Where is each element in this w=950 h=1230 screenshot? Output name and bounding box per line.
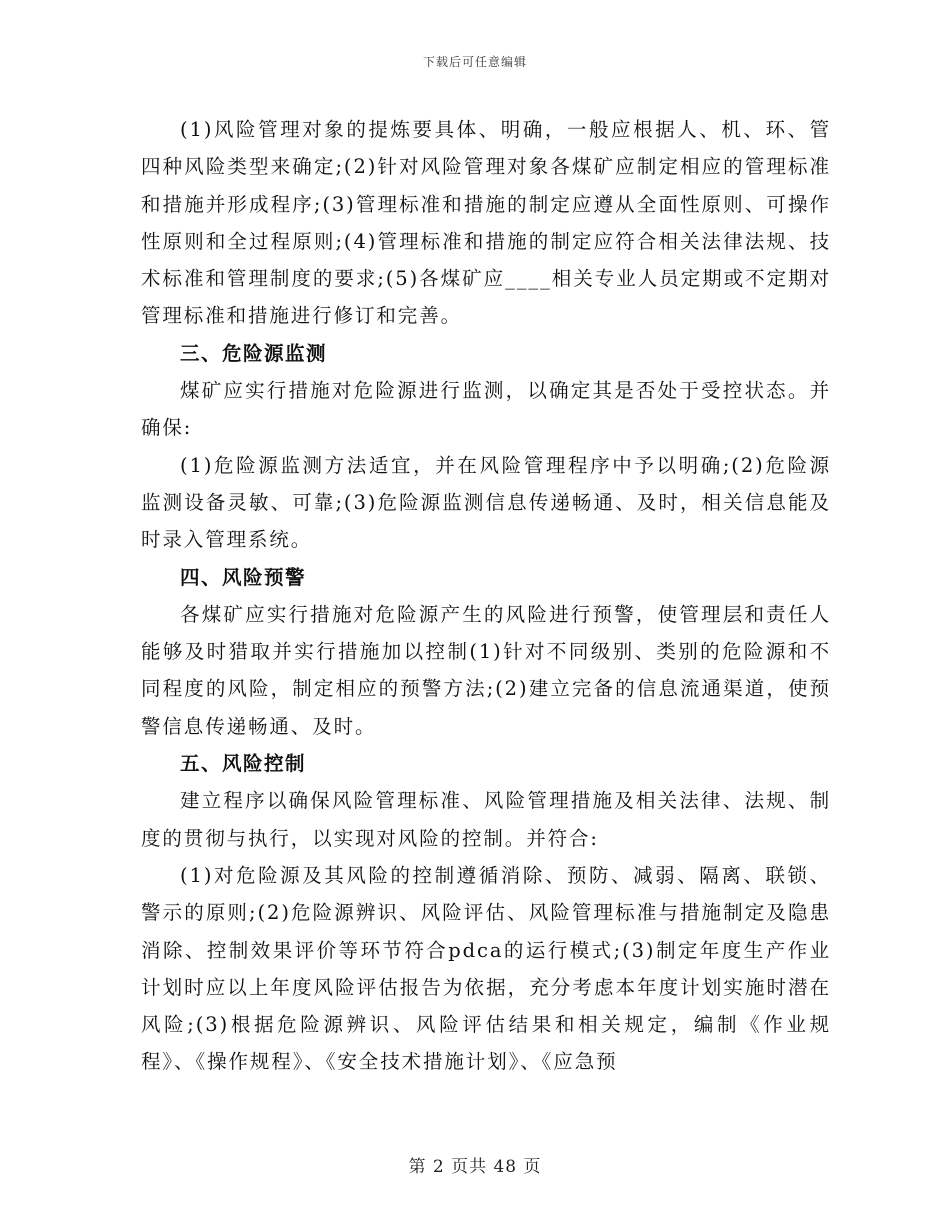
page-number-footer: 第 2 页共 48 页	[408, 1157, 542, 1177]
paragraph-management-standards: (1)风险管理对象的提炼要具体、明确，一般应根据人、机、环、管四种风险类型来确定;(2)针对风险管理对象各煤矿应制定相应的管理标准和措施并形成程序;(3)管理标准和措施的制定应遵从全面性原则、可操作性原则和全过程原则;(4)管理标准和措施的制定应符合相关法律法规、技术标准和管理制度的要求;(5)各煤矿应____相关专业人员定期或不定期对管理标准和措施进行修订和完善。	[141, 118, 831, 328]
paragraph-risk-control-items: (1)对危险源及其风险的控制遵循消除、预防、减弱、隔离、联锁、警示的原则;(2)危险源辨识、风险评估、风险管理标准与措施制定及隐患消除、控制效果评价等环节符合pdca的运行模式;(3)制定年度生产作业计划时应以上年度风险评估报告为依据，充分考虑本年度计划实施时潜在风险;(3)根据危险源辨识、风险评估结果和相关规定，编制《作业规程》、《操作规程》、《安全技术措施计划》、《应急预	[141, 863, 831, 1074]
paragraph-monitoring-intro: 煤矿应实行措施对危险源进行监测，以确定其是否处于受控状态。并确保:	[141, 379, 831, 440]
section-heading-risk-control: 五、风险控制	[180, 752, 307, 776]
section-heading-hazard-monitoring: 三、危险源监测	[180, 341, 328, 365]
section-heading-risk-warning: 四、风险预警	[180, 565, 307, 589]
header-note: 下载后可任意编辑	[422, 55, 527, 69]
paragraph-monitoring-items: (1)危险源监测方法适宜，并在风险管理程序中予以明确;(2)危险源监测设备灵敏、可靠;(3)危险源监测信息传递畅通、及时，相关信息能及时录入管理系统。	[141, 453, 831, 552]
document-body	[141, 111, 831, 1081]
paragraph-risk-warning: 各煤矿应实行措施对危险源产生的风险进行预警，使管理层和责任人能够及时猎取并实行措施加以控制(1)针对不同级别、类别的危险源和不同程度的风险，制定相应的预警方法;(2)建立完备的信息流通渠道，使预警信息传递畅通、及时。	[141, 602, 831, 738]
paragraph-risk-control-intro: 建立程序以确保风险管理标准、风险管理措施及相关法律、法规、制度的贯彻与执行，以实现对风险的控制。并符合:	[141, 789, 831, 850]
